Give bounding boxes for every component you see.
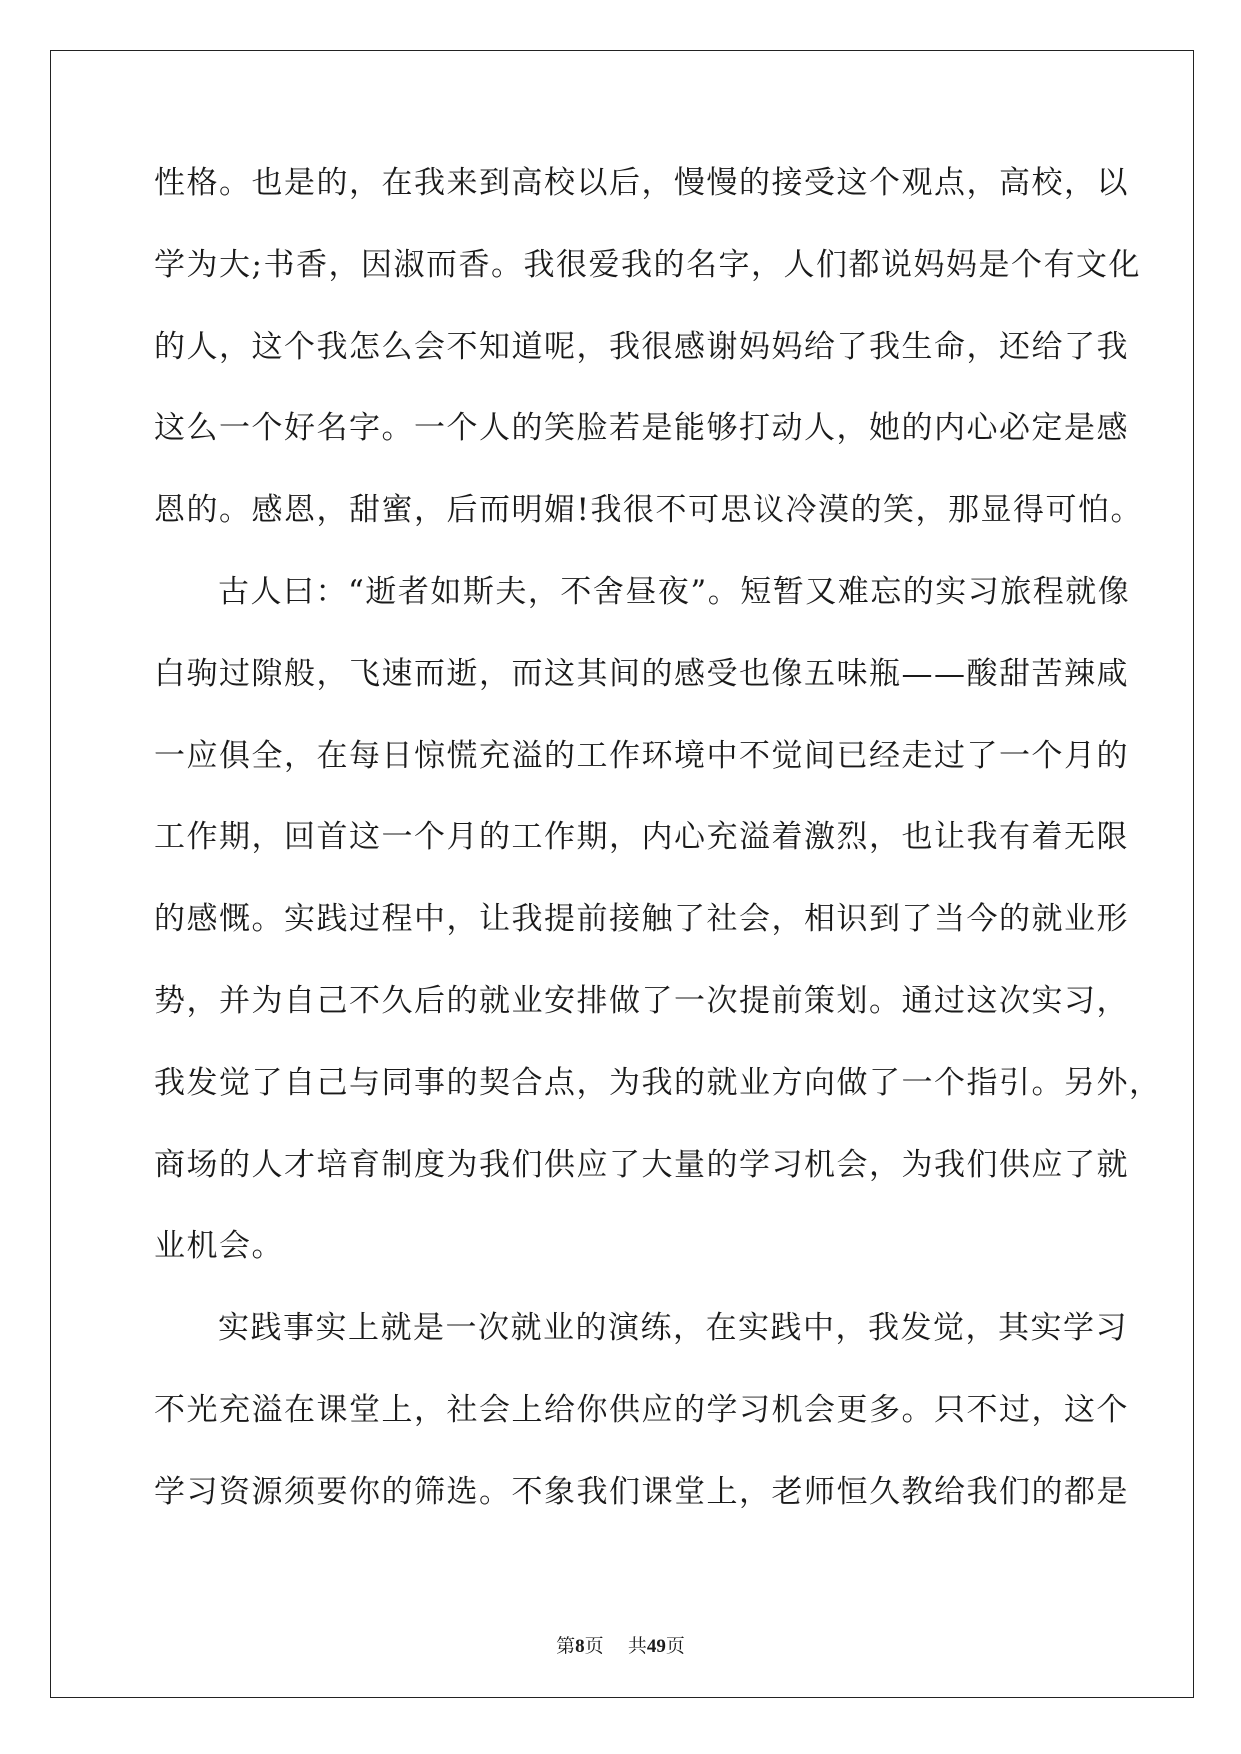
document-body [154, 163, 1162, 1554]
text-line: 恩的。感恩，甜蜜，后而明媚!我很不可思议冷漠的笑，那显得可怕。 [154, 492, 1143, 529]
text-line: 势，并为自己不久后的就业安排做了一次提前策划。通过这次实习， [154, 982, 1129, 1019]
footer-page-prefix: 第 [556, 1635, 576, 1657]
text-line: 业机会。 [154, 1228, 284, 1265]
text-line: 这么一个好名字。一个人的笑脸若是能够打动人，她的内心必定是感 [154, 410, 1129, 447]
text-line: 白驹过隙般，飞速而逝，而这其间的感受也像五味瓶——酸甜苦辣咸 [154, 655, 1129, 692]
text-line: 学习资源须要你的筛选。不象我们课堂上，老师恒久教给我们的都是 [154, 1473, 1129, 1510]
text-line: 的感慨。实践过程中，让我提前接触了社会，相识到了当今的就业形 [154, 901, 1129, 938]
text-line: 性格。也是的，在我来到高校以后，慢慢的接受这个观点，高校，以 [154, 165, 1129, 201]
footer-page-suffix: 页 [584, 1635, 604, 1657]
paragraph [154, 163, 1143, 572]
text-line: 古人曰：“逝者如斯夫，不舍昼夜”。短暂又难忘的实习旅程就像 [218, 573, 1131, 610]
paragraph [154, 572, 1162, 1308]
total-pages-number: 49 [646, 1636, 666, 1657]
text-line: 工作期，回首这一个月的工作期，内心充溢着激烈，也让我有着无限 [154, 819, 1129, 856]
text-line: 一应俱全，在每日惊慌充溢的工作环境中不觉间已经走过了一个月的 [154, 737, 1129, 774]
text-line: 不光充溢在课堂上，社会上给你供应的学习机会更多。只不过，这个 [154, 1391, 1129, 1428]
current-page-number: 8 [575, 1636, 585, 1657]
text-line: 我发觉了自己与同事的契合点，为我的就业方向做了一个指引。另外， [154, 1064, 1162, 1101]
text-line: 的人，这个我怎么会不知道呢，我很感谢妈妈给了我生命，还给了我 [154, 328, 1129, 365]
footer-total-prefix: 共 [627, 1635, 647, 1657]
text-line: 学为大;书香，因淑而香。我很爱我的名字，人们都说妈妈是个有文化 [154, 246, 1141, 283]
text-line: 实践事实上就是一次就业的演练，在实践中，我发觉，其实学习 [218, 1310, 1128, 1347]
page-footer [0, 1634, 1241, 1659]
text-line: 商场的人才培育制度为我们供应了大量的学习机会，为我们供应了就 [154, 1146, 1129, 1183]
footer-total-suffix: 页 [665, 1635, 685, 1657]
paragraph [154, 1308, 1129, 1553]
